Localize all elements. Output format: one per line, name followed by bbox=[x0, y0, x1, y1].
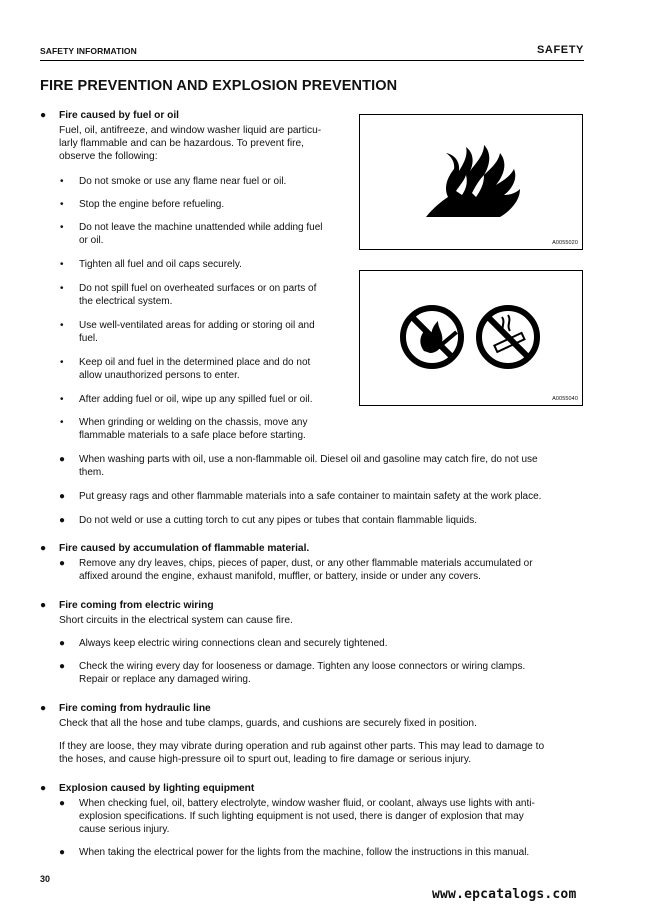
section-bullet: ● bbox=[40, 543, 47, 554]
section-heading-fuel: Fire caused by fuel or oil bbox=[59, 110, 180, 121]
list-bullet: ● bbox=[59, 847, 66, 858]
list-item-line: Do not spill fuel on overheated surfaces or on parts of bbox=[79, 283, 317, 294]
list-bullet: ● bbox=[59, 491, 66, 502]
list-item bbox=[79, 356, 341, 382]
list-item-line: explosion specifications. If such lighting equipment is not used, there is danger of explosion that may bbox=[79, 811, 524, 822]
list-item bbox=[79, 282, 341, 308]
list-item bbox=[79, 846, 585, 859]
list-item bbox=[79, 221, 341, 247]
list-item-line: cause serious injury. bbox=[79, 824, 170, 835]
list-item-line: affixed around the engine, exhaust manifold, muffler, or battery, inside or under any covers. bbox=[79, 571, 481, 582]
list-bullet: ● bbox=[59, 515, 66, 526]
list-dot: • bbox=[60, 357, 64, 368]
section-heading-lighting: Explosion caused by lighting equipment bbox=[59, 783, 255, 794]
list-item bbox=[79, 797, 585, 836]
list-dot: • bbox=[60, 394, 64, 405]
list-item bbox=[79, 175, 341, 188]
list-item bbox=[79, 416, 341, 442]
list-item-line: Always keep electric wiring connections clean and securely tightened. bbox=[79, 638, 388, 649]
list-item bbox=[79, 637, 585, 650]
list-item-line: them. bbox=[79, 467, 105, 478]
list-item bbox=[79, 198, 341, 211]
no-smoking-icon bbox=[360, 271, 582, 405]
flame-icon bbox=[360, 115, 582, 249]
fuel-intro-line: observe the following: bbox=[59, 151, 158, 162]
list-item-line: Tighten all fuel and oil caps securely. bbox=[79, 259, 242, 270]
hydraulic-para2 bbox=[59, 740, 585, 766]
list-item-line: Stop the engine before refueling. bbox=[79, 199, 225, 210]
section-bullet: ● bbox=[40, 703, 47, 714]
header-section-title: SAFETY INFORMATION bbox=[40, 46, 137, 56]
header-divider bbox=[40, 60, 584, 61]
list-item-line: Keep oil and fuel in the determined place and do not bbox=[79, 357, 311, 368]
hydraulic-para1: Check that all the hose and tube clamps, guards, and cushions are securely fixed in position. bbox=[59, 718, 477, 729]
list-item bbox=[79, 453, 585, 479]
figure-code: A0055040 bbox=[552, 396, 578, 402]
list-item bbox=[79, 258, 341, 271]
figure-code: A0055020 bbox=[552, 240, 578, 246]
list-item bbox=[79, 514, 585, 527]
fuel-intro-line: Fuel, oil, antifreeze, and window washer liquid are particu- bbox=[59, 125, 322, 136]
page-number: 30 bbox=[40, 874, 51, 884]
list-item-line: When taking the electrical power for the lights from the machine, follow the instructions in this manual. bbox=[79, 847, 530, 858]
list-dot: • bbox=[60, 417, 64, 428]
list-dot: • bbox=[60, 320, 64, 331]
section-bullet: ● bbox=[40, 783, 47, 794]
list-item-line: Do not smoke or use any flame near fuel or oil. bbox=[79, 176, 287, 187]
list-dot: • bbox=[60, 259, 64, 270]
list-bullet: ● bbox=[59, 798, 66, 809]
section-bullet: ● bbox=[40, 600, 47, 611]
list-item-line: Do not weld or use a cutting torch to cut any pipes or tubes that contain flammable liquids. bbox=[79, 515, 477, 526]
list-item bbox=[79, 490, 585, 503]
list-item-line: or oil. bbox=[79, 235, 104, 246]
list-item-line: Put greasy rags and other flammable materials into a safe container to maintain safety at the work place. bbox=[79, 491, 542, 502]
list-item-line: fuel. bbox=[79, 333, 98, 344]
fuel-intro bbox=[59, 124, 349, 163]
section-bullet: ● bbox=[40, 110, 47, 121]
list-item-line: Do not leave the machine unattended while adding fuel bbox=[79, 222, 323, 233]
list-item-line: After adding fuel or oil, wipe up any spilled fuel or oil. bbox=[79, 394, 313, 405]
list-dot: • bbox=[60, 176, 64, 187]
list-item bbox=[79, 557, 585, 583]
list-item-line: Repair or replace any damaged wiring. bbox=[79, 674, 251, 685]
list-item bbox=[79, 319, 341, 345]
paragraph-line: the hoses, and cause high-pressure oil to spurt out, leading to fire damage or serious injury. bbox=[59, 754, 472, 765]
wiring-intro: Short circuits in the electrical system can cause fire. bbox=[59, 615, 293, 626]
header-chapter-title: SAFETY bbox=[537, 44, 584, 56]
fuel-intro-line: larly flammable and can be hazardous. To prevent fire, bbox=[59, 138, 305, 149]
list-item-line: When grinding or welding on the chassis, move any bbox=[79, 417, 308, 428]
section-heading-wiring: Fire coming from electric wiring bbox=[59, 600, 214, 611]
paragraph-line: If they are loose, they may vibrate during operation and rub against other parts. This may lead to damage to bbox=[59, 741, 545, 752]
page-title: FIRE PREVENTION AND EXPLOSION PREVENTION bbox=[40, 78, 398, 94]
list-dot: • bbox=[60, 283, 64, 294]
list-bullet: ● bbox=[59, 661, 66, 672]
section-heading-accumulation: Fire caused by accumulation of flammable material. bbox=[59, 543, 310, 554]
list-bullet: ● bbox=[59, 558, 66, 569]
list-dot: • bbox=[60, 199, 64, 210]
watermark-url: www.epcatalogs.com bbox=[432, 887, 577, 902]
list-item bbox=[79, 393, 341, 406]
list-item-line: Use well-ventilated areas for adding or storing oil and bbox=[79, 320, 315, 331]
list-item-line: When checking fuel, oil, battery electrolyte, window washer fluid, or coolant, always use lights with anti- bbox=[79, 798, 535, 809]
section-heading-hydraulic: Fire coming from hydraulic line bbox=[59, 703, 211, 714]
list-item-line: Remove any dry leaves, chips, pieces of paper, dust, or any other flammable materials accumulated or bbox=[79, 558, 533, 569]
figure-flame bbox=[359, 114, 583, 250]
list-dot: • bbox=[60, 222, 64, 233]
list-bullet: ● bbox=[59, 454, 66, 465]
figure-prohibition-signs bbox=[359, 270, 583, 406]
list-item-line: Check the wiring every day for looseness or damage. Tighten any loose connectors or wiring clamps. bbox=[79, 661, 526, 672]
list-item-line: allow unauthorized persons to enter. bbox=[79, 370, 240, 381]
list-item-line: flammable materials to a safe place before starting. bbox=[79, 430, 306, 441]
list-item bbox=[79, 660, 585, 686]
list-bullet: ● bbox=[59, 638, 66, 649]
list-item-line: the electrical system. bbox=[79, 296, 173, 307]
list-item-line: When washing parts with oil, use a non-flammable oil. Diesel oil and gasoline may catch fire, do not use bbox=[79, 454, 538, 465]
